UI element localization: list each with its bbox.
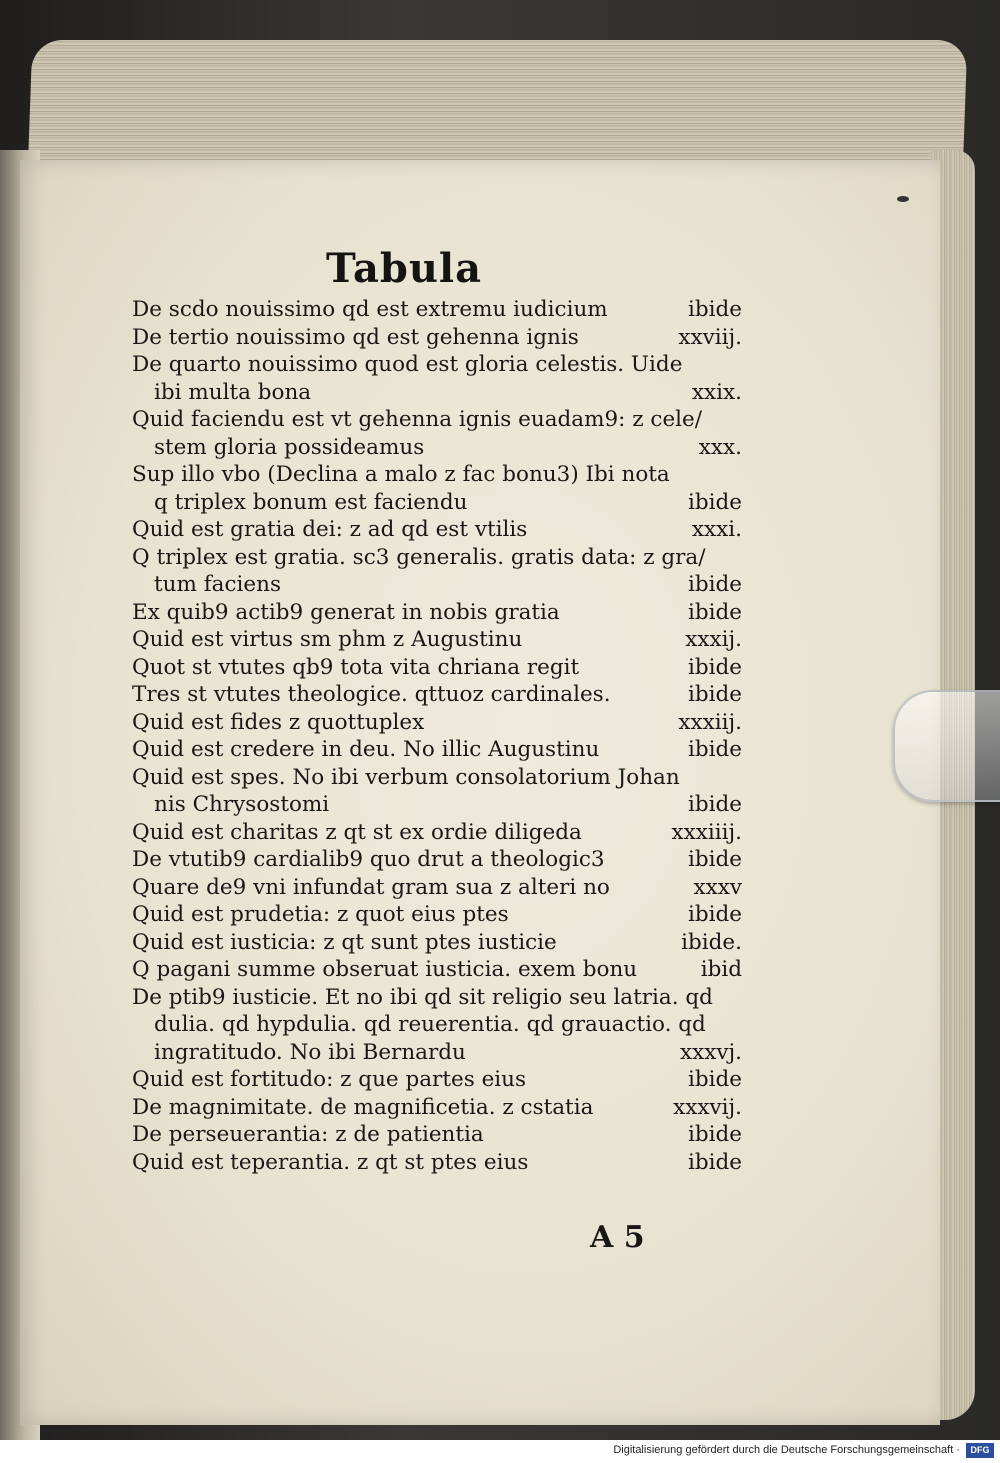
entry-text: Quid est teperantia. z qt st ptes eius <box>132 1149 529 1175</box>
entry-text: De magnimitate. de magnificetia. z cstatia <box>132 1094 594 1120</box>
entry-reference: xxviij. <box>678 324 742 350</box>
ink-blot <box>897 196 909 202</box>
list-item <box>132 544 742 572</box>
list-item <box>132 1039 742 1067</box>
list-item <box>132 324 742 352</box>
entry-text: Quid est gratia dei: z ad qd est vtilis <box>132 517 528 542</box>
list-item <box>132 461 742 489</box>
list-item <box>132 874 742 902</box>
entry-text: dulia. qd hypdulia. qd reuerentia. qd grauactio. qd <box>154 1012 706 1037</box>
entry-text: De tertio nouissimo qd est gehenna ignis <box>132 324 579 350</box>
list-item <box>132 791 742 819</box>
entry-text: ibi multa bona <box>154 379 312 405</box>
entry-reference: ibide <box>687 654 742 680</box>
entry-text: Q triplex est gratia. sc3 generalis. gratis data: z gra/ <box>132 544 706 570</box>
list-item <box>132 956 742 984</box>
entry-text: Tres st vtutes theologice. qttuoz cardinales. <box>132 682 611 707</box>
list-item <box>132 901 742 929</box>
list-item <box>132 516 742 544</box>
list-item <box>132 351 742 379</box>
entry-text: Quid est charitas z qt st ex ordie diligeda <box>132 819 582 845</box>
entry-text: Quid est prudetia: z quot eius ptes <box>132 902 509 927</box>
entry-text: Sup illo vbo (Declina a malo z fac bonu3) Ibi nota <box>132 462 670 487</box>
footer-bar <box>0 1440 1000 1463</box>
entry-reference: ibid <box>700 957 742 982</box>
entry-reference: xxxij. <box>685 627 742 652</box>
list-item <box>132 1066 742 1094</box>
entry-reference: ibide <box>687 682 742 707</box>
list-item <box>132 406 742 434</box>
list-item <box>132 434 742 462</box>
list-item <box>132 819 742 847</box>
entry-reference: xxx. <box>698 434 742 460</box>
page-clip <box>893 690 1000 802</box>
entry-text: De vtutib9 cardialib9 quo drut a theologic3 <box>132 847 605 872</box>
entry-reference: ibide <box>687 1067 742 1092</box>
entry-text: nis Chrysostomi <box>154 792 330 817</box>
page-title: Tabula <box>326 245 483 292</box>
list-item <box>132 764 742 792</box>
entry-reference: ibide. <box>681 929 742 955</box>
list-item <box>132 681 742 709</box>
list-item <box>132 1094 742 1122</box>
entry-text: Quid est spes. No ibi verbum consolatorium Johan <box>132 764 680 790</box>
list-item <box>132 379 742 407</box>
entry-text: Quid est iusticia: z qt sunt ptes iusticie <box>132 929 557 955</box>
list-item <box>132 1011 742 1039</box>
entry-text: Quid est fides z quottuplex <box>132 709 425 735</box>
entry-reference: ibide <box>687 1122 742 1147</box>
entry-reference: xxxvj. <box>679 1039 742 1065</box>
entry-text: De perseuerantia: z de patientia <box>132 1122 484 1147</box>
list-item <box>132 709 742 737</box>
entry-reference: ibide <box>687 489 742 515</box>
entry-text: Quid est virtus sm phm z Augustinu <box>132 627 523 652</box>
entry-reference: xxxiij. <box>678 709 742 735</box>
entry-text: Q pagani summe obseruat iusticia. exem bonu <box>132 957 638 982</box>
entry-reference: xxxvij. <box>673 1094 742 1120</box>
page-edges-top <box>28 40 968 175</box>
entry-reference: ibide <box>687 902 742 927</box>
footer-credit: Digitalisierung gefördert durch die Deutsche Forschungsgemeinschaft · <box>613 1444 960 1456</box>
entry-text: Quid faciendu est vt gehenna ignis euadam9: z cele/ <box>132 407 703 432</box>
entry-reference: ibide <box>687 297 742 322</box>
entry-text: Ex quib9 actib9 generat in nobis gratia <box>132 599 560 625</box>
entry-reference: ibide <box>687 1149 742 1175</box>
list-item <box>132 654 742 682</box>
list-item <box>132 736 742 764</box>
table-of-contents <box>132 296 742 1176</box>
entry-reference: ibide <box>687 737 742 762</box>
entry-reference: xxxiiij. <box>671 819 742 845</box>
entry-text: De quarto nouissimo quod est gloria celestis. Uide <box>132 352 683 377</box>
entry-text: Quot st vtutes qb9 tota vita chriana regit <box>132 654 580 680</box>
list-item <box>132 1149 742 1177</box>
list-item <box>132 929 742 957</box>
signature-mark: A 5 <box>590 1220 645 1255</box>
list-item <box>132 984 742 1012</box>
entry-text: Quare de9 vni infundat gram sua z alteri no <box>132 874 610 900</box>
list-item <box>132 599 742 627</box>
entry-reference: ibide <box>687 599 742 625</box>
list-item <box>132 1121 742 1149</box>
list-item <box>132 846 742 874</box>
entry-text: stem gloria possideamus <box>154 434 425 460</box>
entry-reference: xxix. <box>691 379 742 405</box>
entry-text: Quid est fortitudo: z que partes eius <box>132 1067 527 1092</box>
entry-text: ingratitudo. No ibi Bernardu <box>154 1039 466 1065</box>
entry-reference: xxxi. <box>691 517 742 542</box>
list-item <box>132 626 742 654</box>
entry-text: q triplex bonum est faciendu <box>154 489 468 515</box>
entry-text: De ptib9 iusticie. Et no ibi qd sit religio seu latria. qd <box>132 984 713 1010</box>
entry-reference: ibide <box>687 792 742 817</box>
entry-text: De scdo nouissimo qd est extremu iudicium <box>132 297 608 322</box>
list-item <box>132 296 742 324</box>
entry-reference: ibide <box>687 847 742 872</box>
entry-text: tum faciens <box>154 572 282 597</box>
entry-reference: xxxv <box>693 874 742 900</box>
entry-reference: ibide <box>687 572 742 597</box>
entry-text: Quid est credere in deu. No illic Augustinu <box>132 737 600 762</box>
list-item <box>132 489 742 517</box>
dfg-logo-icon: DFG <box>966 1443 994 1458</box>
list-item <box>132 571 742 599</box>
